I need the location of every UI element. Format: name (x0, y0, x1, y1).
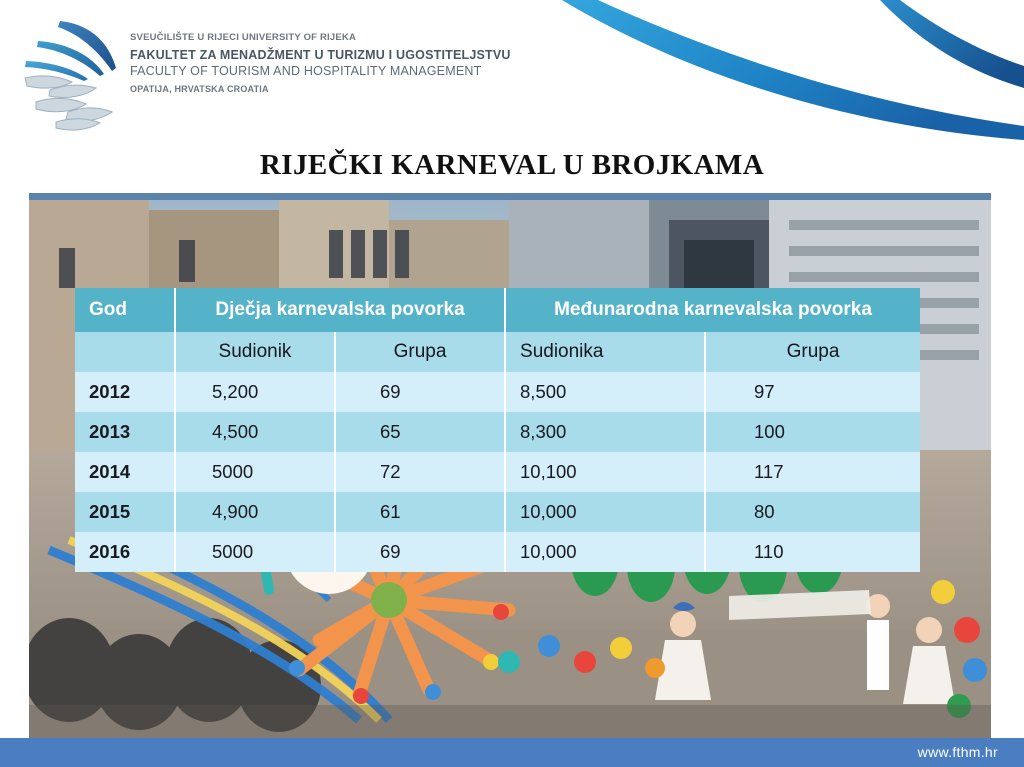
header-children-parade: Dječja karnevalska povorka (175, 288, 505, 332)
cell-year: 2014 (75, 452, 175, 492)
logo-islands (25, 76, 112, 130)
cell-year: 2012 (75, 372, 175, 412)
cell-international-participants: 10,000 (505, 492, 705, 532)
cell-international-groups: 110 (705, 532, 920, 572)
cell-children-participants: 5000 (175, 452, 335, 492)
cell-children-participants: 4,500 (175, 412, 335, 452)
footer-website-url[interactable]: www.fthm.hr (917, 744, 998, 760)
institution-name-block (130, 32, 560, 94)
header-year: God (75, 288, 175, 332)
header-international-parade: Međunarodna karnevalska povorka (505, 288, 920, 332)
subheader-year-blank (75, 332, 175, 372)
cell-children-groups: 69 (335, 372, 505, 412)
cell-international-participants: 8,500 (505, 372, 705, 412)
cell-year: 2016 (75, 532, 175, 572)
page-title: RIJEČKI KARNEVAL U BROJKAMA (259, 149, 765, 181)
cell-international-groups: 97 (705, 372, 920, 412)
cell-international-participants: 10,100 (505, 452, 705, 492)
swoosh-primary (562, 0, 1024, 140)
table-row (75, 372, 920, 412)
cell-international-participants: 8,300 (505, 412, 705, 452)
logo-university-line: SVEUČILIŠTE U RIJECI UNIVERSITY OF RIJEKA (130, 32, 357, 43)
logo-faculty-en-line: FACULTY OF TOURISM AND HOSPITALITY MANAGEMENT (130, 64, 482, 78)
subheader-children-groups: Grupa (335, 332, 505, 372)
cell-children-participants: 5000 (175, 532, 335, 572)
cell-international-groups: 100 (705, 412, 920, 452)
table-group-header-row (75, 288, 920, 332)
table-row (75, 532, 920, 572)
cell-children-participants: 4,900 (175, 492, 335, 532)
faculty-logo (16, 14, 134, 134)
logo-location-line: OPATIJA, HRVATSKA CROATIA (130, 84, 269, 94)
carnival-stats-table (75, 288, 920, 572)
faculty-sails-islands-logo-icon (16, 14, 134, 134)
cell-year: 2013 (75, 412, 175, 452)
subheader-children-participants: Sudionik (175, 332, 335, 372)
subheader-international-groups: Grupa (705, 332, 920, 372)
table-row (75, 412, 920, 452)
cell-children-groups: 72 (335, 452, 505, 492)
cell-children-groups: 69 (335, 532, 505, 572)
cell-international-groups: 117 (705, 452, 920, 492)
cell-children-groups: 65 (335, 412, 505, 452)
cell-international-groups: 80 (705, 492, 920, 532)
table-sub-header-row (75, 332, 920, 372)
cell-children-groups: 61 (335, 492, 505, 532)
cell-international-participants: 10,000 (505, 532, 705, 572)
cell-year: 2015 (75, 492, 175, 532)
cell-children-participants: 5,200 (175, 372, 335, 412)
swoosh-secondary (880, 0, 1024, 88)
table-row (75, 492, 920, 532)
table-row (75, 452, 920, 492)
subheader-international-participants: Sudionika (505, 332, 705, 372)
footer-bar (0, 738, 1024, 767)
logo-faculty-hr-line: FAKULTET ZA MENADŽMENT U TURIZMU I UGOSTITELJSTVU (130, 48, 511, 62)
